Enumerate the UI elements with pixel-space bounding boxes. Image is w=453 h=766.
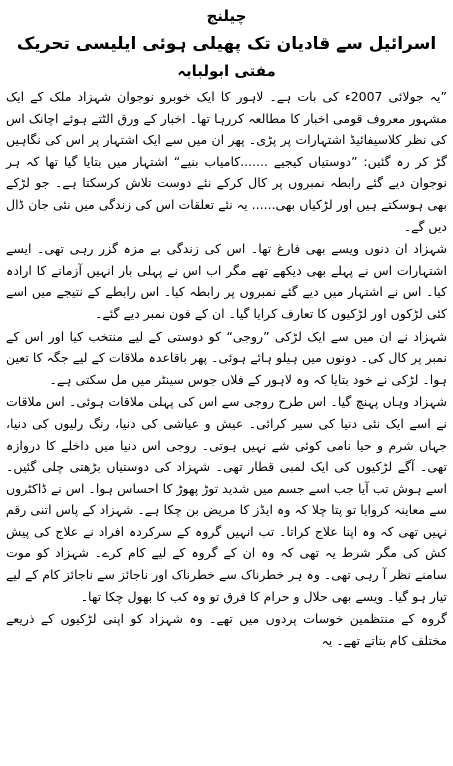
article-paragraph: شہزاد وہاں پہنچ گیا۔ اس طرح روجی سے اس کی پہلی ملاقات ہوئی۔ اس ملاقات نے اسے ایک نئی دنیا کی سیر کرائی۔ عیش و عیاشی کی دنیا، رنگ رلیوں کی دنیا، جہاں شرم و حیا نامی کوئی شے نہیں ہوتی۔ روجی اس دنیا میں داخلے کا دروازہ تھی۔ آگے لڑکیوں کی ایک لمبی قطار تھی۔ شہزاد کی دوستیاں بڑھتی چلی گئیں۔ اسے ہوش تب آیا جب اسے جسم میں شدید توڑ پھوڑ کا احساس ہوا۔ اس نے ڈاکٹروں سے معاینہ کروایا تو پتا چلا کہ وہ ایڈز کا مریض بن چکا ہے۔ شہزاد کے پاس اتنی رقم نہیں تھی کہ وہ اپنا علاج کراتا۔ تب انہیں گروہ کے سرکردہ افراد نے علاج کی پیش کش کی مگر شرط یہ تھی کہ وہ ان کے گروہ کے لیے کام کرے۔ شہزاد کو موت سامنے نظر آ رہی تھی۔ وہ ہر خطرناک سے خطرناک اور ناجائز سے ناجائز کام کے لیے تیار ہو گیا۔ ویسے بھی حلال و حرام کا فرق تو وہ کب کا بھول چکا تھا۔ bbox=[6, 394, 447, 604]
column-kicker: چیلنج bbox=[206, 7, 247, 25]
article-paragraph: شہزاد نے ان میں سے ایک لڑکی ”روجی“ کو دوستی کے لیے منتخب کیا اور اس کے نمبر پر کال کی۔ دونوں میں ہیلو ہائے ہوئی۔ پھر باقاعدہ ملاقات کے لیے جگہ کا تعین ہوا۔ لڑکی نے خود بتایا کہ وہ لاہور کے فلاں جوس سینٹر میں مل سکتی ہے۔ bbox=[6, 328, 447, 387]
article-paragraph: ”یہ جولائی 2007ء کی بات ہے۔ لاہور کا ایک خوبرو نوجوان شہزاد ملک کے ایک مشہور معروف قومی اخبار کا مطالعہ کررہا تھا۔ اخبار کے ورق الٹتے ہوئے اچانک اس کی نظر کلاسیفائیڈ اشتہارات پر پڑی۔ پھر ان میں سے ایک اشتہار پر اس کی نگاہیں گڑ کر رہ گئیں: ”دوستیاں کیجیے .......کامیاب بنیے“ اشتہار میں بتایا گیا تھا کہ ہر نوجوان دیے گئے رابطہ نمبروں پر کال کرکے نئے دوست تلاش کرسکتا ہے۔ جو لڑکے بھی ہوسکتے ہیں اور لڑکیاں بھی...... یہ نئے تعلقات اس کی زندگی میں نئی جان ڈال دیں گے۔ bbox=[6, 89, 448, 234]
article-paragraph: گروہ کے منتظمین خوسات پردوں میں تھے۔ وہ شہزاد کو اپنی لڑکیوں کے ذریعے مختلف کام بتاتے تھے۔ یہ bbox=[6, 611, 447, 648]
author-byline: مفتی ابولبابہ bbox=[177, 62, 276, 80]
article-headline: اسرائیل سے قادیان تک پھیلی ہوئی ایلیسی تحریک bbox=[16, 34, 437, 54]
article-paragraph: شہزاد ان دنوں ویسے بھی فارغ تھا۔ اس کی زندگی بے مزہ گزر رہی تھی۔ ایسے اشتہارات اس نے پہلے بھی دیکھے تھے مگر اب اس نے پہلی بار انہیں آزمانے کا ارادہ کیا۔ اس نے اشتہار میں دیے گئے نمبروں پر رابطہ کیا۔ اس رابطے کے نتیجے میں اسے کئی لڑکوں اور لڑکیوں کا تعارف کرایا گیا۔ ان کے فون نمبر دیے گئے۔ bbox=[6, 241, 447, 321]
article-body bbox=[6, 86, 447, 651]
article-header bbox=[6, 6, 447, 82]
